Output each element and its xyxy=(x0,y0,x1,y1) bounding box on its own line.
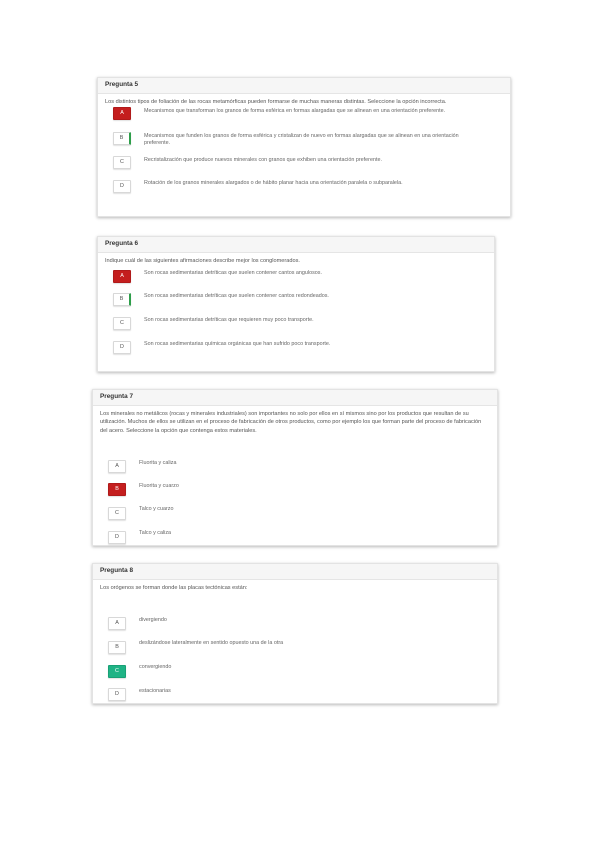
option-c-text: Son rocas sedimentarias detríticas que requieren muy poco transporte. xyxy=(144,317,314,323)
question-card-8 xyxy=(92,563,498,704)
option-b-button[interactable]: B xyxy=(108,483,126,496)
option-c-button[interactable]: C xyxy=(108,507,126,520)
option-b-text: deslizándose lateralmente en sentido opuesto una de la otra xyxy=(139,640,284,646)
option-a-text: Son rocas sedimentarias detríticas que suelen contener cantos angulosos. xyxy=(144,270,322,276)
option-d-button[interactable]: D xyxy=(108,688,126,701)
option-c-button[interactable]: C xyxy=(108,665,126,678)
option-d-text: estacionarias xyxy=(139,688,171,694)
option-b-button[interactable]: B xyxy=(113,293,131,306)
option-a-text: divergiendo xyxy=(139,617,167,623)
option-d-text: Talco y caliza xyxy=(139,530,172,536)
option-c-button[interactable]: C xyxy=(113,317,131,330)
option-a-text: Fluorita y caliza xyxy=(139,460,177,466)
option-b-text: Fluorita y cuarzo xyxy=(139,483,179,489)
option-d-text: Rotación de los granos minerales alargados o de hábito planar hacia una orientación paralela o subparalela. xyxy=(144,180,403,186)
option-c-text: convergiendo xyxy=(139,664,172,670)
question-prompt: Indique cuál de las siguientes afirmaciones describe mejor los conglomerados. xyxy=(105,258,300,264)
option-c-text: Recristalización que produce nuevos minerales con granos que exhiben una orientación preferente. xyxy=(144,157,382,163)
option-a-button[interactable]: A xyxy=(113,270,131,283)
question-title: Pregunta 8 xyxy=(93,564,497,580)
option-b-button[interactable]: B xyxy=(113,132,131,145)
question-prompt: Los minerales no metálicos (rocas y minerales industriales) son importantes no solo por ellos en sí mismos sino por los productos que resultan de su utilización. Muchos de ellos se utilizan en el proceso de fabricación de otros productos, como por ejemplo los que forman parte del proceso de fabricación del acero. Seleccione la opción que contenga estos materiales. xyxy=(100,411,482,434)
option-d-button[interactable]: D xyxy=(113,180,131,193)
option-a-button[interactable]: A xyxy=(108,617,126,630)
option-d-button[interactable]: D xyxy=(108,531,126,544)
option-d-text: Son rocas sedimentarias químicas orgánicas que han sufrido poco transporte. xyxy=(144,341,331,347)
question-title: Pregunta 5 xyxy=(98,78,510,94)
question-card-6 xyxy=(97,236,495,372)
option-a-button[interactable]: A xyxy=(113,107,131,120)
question-title: Pregunta 6 xyxy=(98,237,494,253)
option-c-button[interactable]: C xyxy=(113,156,131,169)
question-card-5 xyxy=(97,77,511,217)
question-card-7 xyxy=(92,389,498,546)
question-prompt: Los orógenos se forman donde las placas tectónicas están: xyxy=(100,585,248,591)
option-a-text: Mecanismos que transforman los granos de forma esférica en formas alargadas que se alinean en una orientación preferente. xyxy=(144,108,446,114)
option-a-button[interactable]: A xyxy=(108,460,126,473)
question-title: Pregunta 7 xyxy=(93,390,497,406)
option-b-text: Son rocas sedimentarias detríticas que suelen contener cantos redondeados. xyxy=(144,293,329,299)
option-c-text: Talco y cuarzo xyxy=(139,506,174,512)
option-b-text: Mecanismos que funden los granos de forma esférica y cristalizan de nuevo en formas alargadas que se alinean en una orientación preferente. xyxy=(144,133,459,147)
option-d-button[interactable]: D xyxy=(113,341,131,354)
question-prompt: Los distintos tipos de foliación de las rocas metamórficas pueden formarse de muchas maneras distintas. Seleccione la opción incorrecta. xyxy=(105,99,447,105)
option-b-button[interactable]: B xyxy=(108,641,126,654)
